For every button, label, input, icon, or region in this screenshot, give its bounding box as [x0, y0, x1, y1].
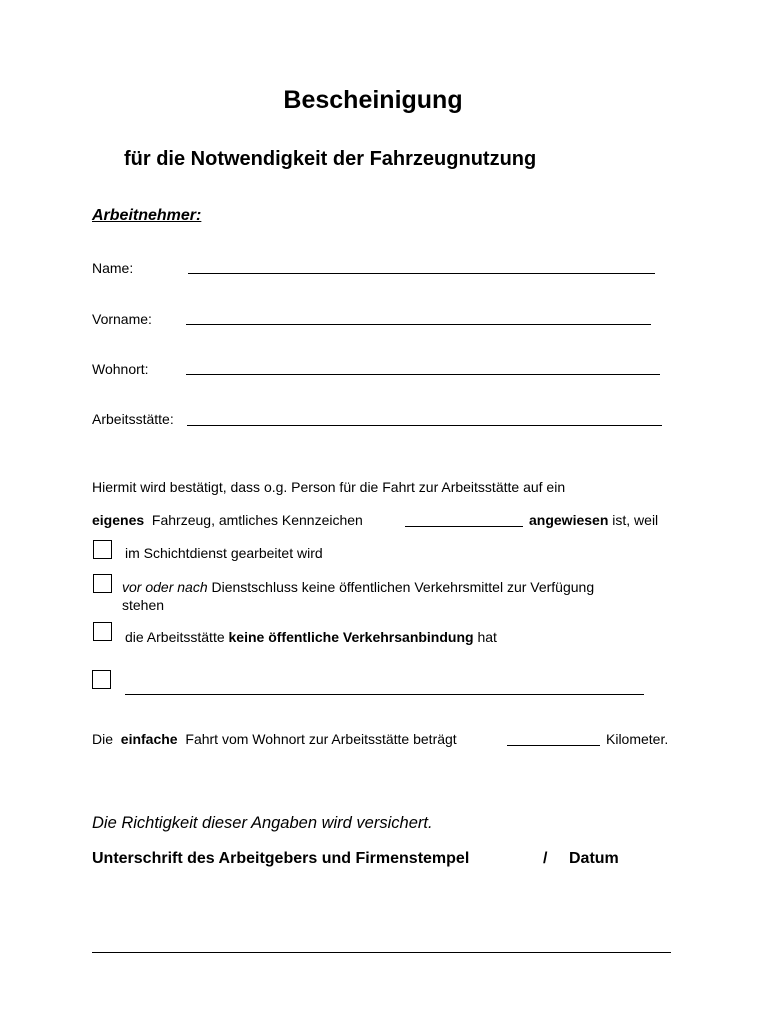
opt3-bold: keine öffentliche Verkehrsanbindung [228, 629, 474, 645]
wohnort-field-line[interactable] [186, 374, 660, 375]
arbeitsstaette-label: Arbeitsstätte: [92, 411, 174, 427]
distance-unit: Kilometer. [606, 731, 669, 747]
opt3-post: hat [477, 629, 497, 645]
vor-oder-nach-italic: vor oder nach [122, 579, 208, 595]
vorname-field-line[interactable] [186, 324, 651, 325]
option-verkehrsmittel-text: Dienstschluss keine öffentlichen Verkehrsmittel zur Verfügung [211, 579, 595, 595]
option-other-checkbox[interactable] [92, 670, 111, 689]
signature-label: Unterschrift des Arbeitgebers und Firmenstempel [92, 850, 470, 867]
statement-line-2 [92, 512, 363, 528]
name-label: Name: [92, 260, 134, 276]
signature-line[interactable] [92, 952, 671, 953]
statement-line-2-end [529, 512, 658, 528]
signature-separator: / [543, 850, 548, 867]
document-subtitle: für die Notwendigkeit der Fahrzeugnutzung [124, 148, 537, 170]
option-schichtdienst-label: im Schichtdienst gearbeitet wird [125, 545, 323, 561]
section-heading-arbeitnehmer: Arbeitnehmer: [92, 207, 202, 224]
option-verkehrsanbindung-label [125, 629, 497, 645]
distance-text [92, 731, 457, 747]
option-schichtdienst-checkbox[interactable] [93, 540, 112, 559]
kilometer-field-line[interactable] [507, 745, 600, 746]
wohnort-label: Wohnort: [92, 361, 149, 377]
einfache-bold: einfache [120, 731, 178, 747]
option-verkehrsmittel-label-line2: stehen [122, 597, 165, 613]
fahrzeug-text: Fahrzeug, amtliches Kennzeichen [151, 512, 363, 528]
assurance-text: Die Richtigkeit dieser Angaben wird versichert. [92, 814, 433, 832]
distance-pre: Die [92, 731, 114, 747]
document-title: Bescheinigung [283, 86, 463, 114]
statement-tail: ist, weil [612, 512, 659, 528]
arbeitsstaette-field-line[interactable] [187, 425, 662, 426]
signature-date-label: Datum [569, 850, 619, 867]
opt3-pre: die Arbeitsstätte [125, 629, 225, 645]
statement-line-1: Hiermit wird bestätigt, dass o.g. Person für die Fahrt zur Arbeitsstätte auf ein [92, 479, 566, 495]
option-other-field-line[interactable] [125, 694, 644, 695]
name-field-line[interactable] [188, 273, 655, 274]
option-verkehrsmittel-label [122, 579, 594, 595]
option-verkehrsanbindung-checkbox[interactable] [93, 622, 112, 641]
eigenes-bold: eigenes [92, 512, 145, 528]
angewiesen-bold: angewiesen [529, 512, 609, 528]
distance-mid: Fahrt vom Wohnort zur Arbeitsstätte beträgt [185, 731, 457, 747]
kennzeichen-field-line[interactable] [405, 526, 523, 527]
option-verkehrsmittel-checkbox[interactable] [93, 574, 112, 593]
vorname-label: Vorname: [92, 311, 152, 327]
